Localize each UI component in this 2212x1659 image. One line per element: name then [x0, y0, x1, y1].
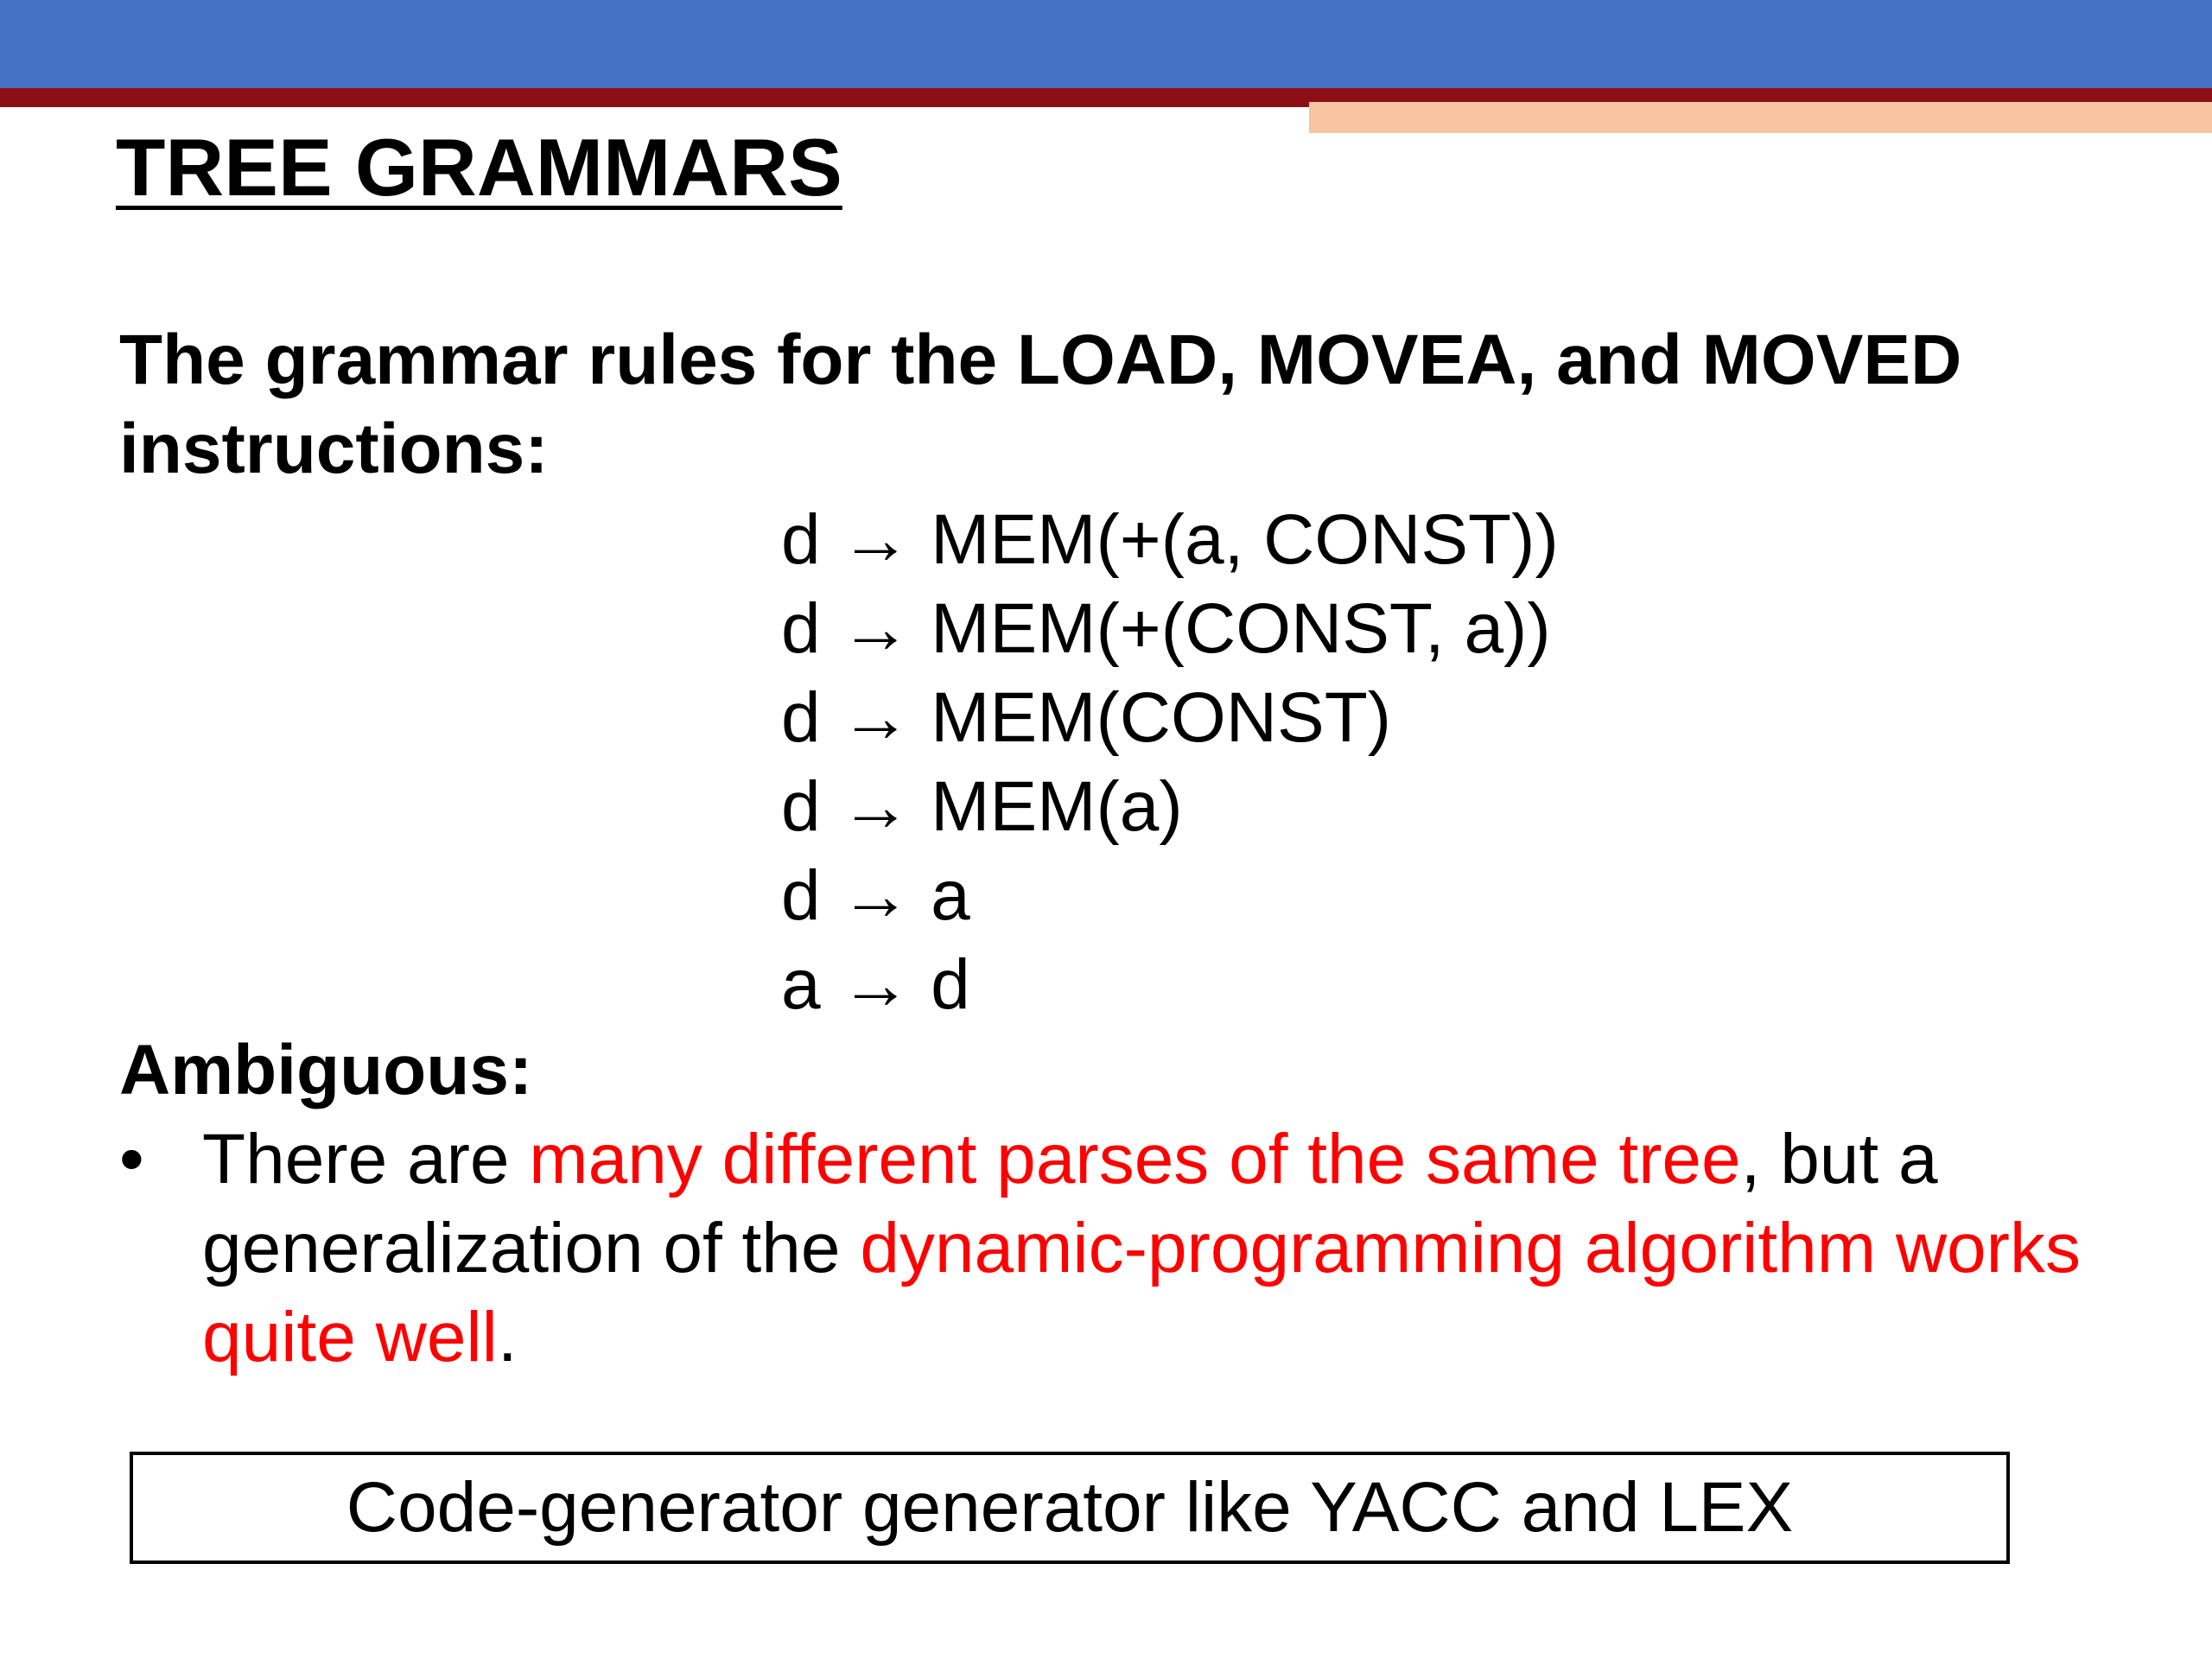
accent-stripe — [1309, 102, 2212, 133]
grammar-rules-list — [781, 495, 1559, 1029]
bullet-text-part: There are — [202, 1120, 530, 1198]
intro-text: The grammar rules for the LOAD, MOVEA, and MOVED instructions: — [119, 321, 1962, 488]
bullet-text-part: , but a generalization of the — [202, 1120, 1938, 1287]
grammar-rule: d → MEM(a) — [781, 767, 1183, 846]
callout-text: Code-generator generator like YACC and LEX — [346, 1468, 1794, 1547]
highlight-text: many different parses of the same tree — [529, 1120, 1741, 1198]
grammar-rule: d → MEM(CONST) — [781, 678, 1392, 757]
header-bar — [0, 0, 2212, 88]
bullet-text-part: . — [497, 1298, 518, 1376]
grammar-rule: a → d — [781, 945, 970, 1024]
slide-title: TREE GRAMMARS — [116, 122, 842, 213]
highlight-text: dynamic-programming algorithm works quite well — [202, 1209, 2081, 1376]
bullet-marker: • — [119, 1120, 144, 1198]
grammar-rule: d → a — [781, 856, 970, 935]
grammar-rule: d → MEM(+(CONST, a)) — [781, 589, 1551, 668]
callout-box — [130, 1452, 2010, 1564]
bullet-item — [119, 1115, 2081, 1382]
ambiguous-heading: Ambiguous: — [119, 1031, 533, 1109]
bullet-text — [202, 1115, 2103, 1382]
grammar-rule: d → MEM(+(a, CONST)) — [781, 500, 1559, 579]
